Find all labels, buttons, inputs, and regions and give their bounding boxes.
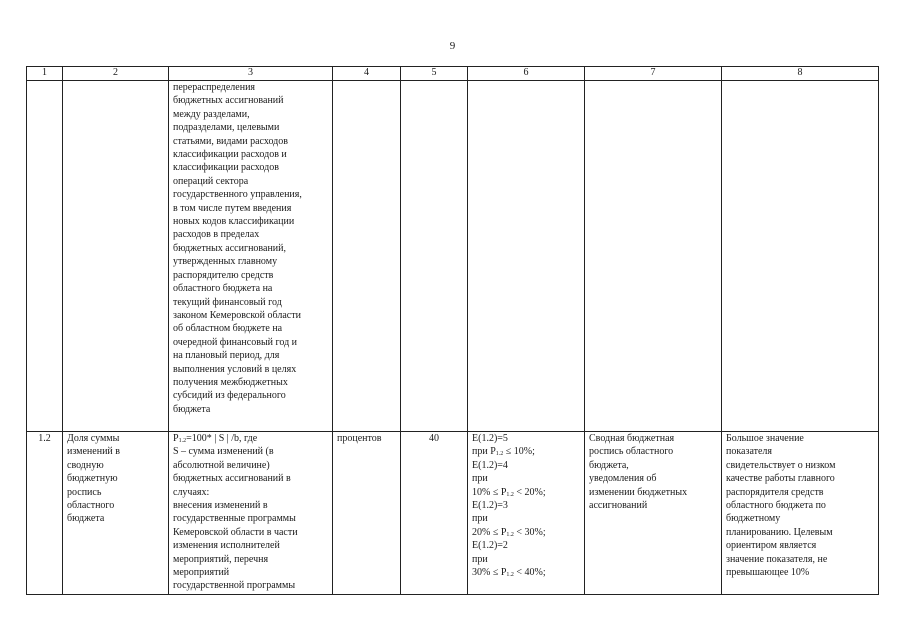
table-row-1-2: [27, 432, 879, 595]
scoring-line: [472, 512, 580, 525]
method-description: S – сумма изменений (в абсолютной величине) бюджетных ассигнований в случаях: внесения изменений в государственные программы Кемеровской области в части изменения исполнителей мероприятий, перечня мероприятий государственной программы: [173, 446, 298, 592]
column-header-1: 1: [27, 67, 63, 81]
cell-empty: [27, 81, 63, 432]
scoring-text: 20% ≤ P: [472, 526, 507, 538]
scoring-text: 10% ≤ P: [472, 486, 507, 498]
cell-scoring: [468, 432, 585, 595]
scoring-text: при P: [472, 446, 496, 458]
formula-body: =100* | S | /b, где: [186, 433, 258, 444]
column-header-8: 8: [722, 67, 879, 81]
scoring-line: [472, 432, 580, 445]
column-header-2: 2: [63, 67, 169, 81]
scoring-line: [472, 553, 580, 566]
scoring-text: 30% ≤ P: [472, 567, 507, 579]
scoring-subscript: 1.2: [506, 531, 514, 538]
cell-empty: [63, 81, 169, 432]
table-header-row: [27, 67, 879, 81]
scoring-line: [472, 445, 580, 458]
column-header-5: 5: [401, 67, 468, 81]
column-header-6: 6: [468, 67, 585, 81]
cell-method-continuation: перераспределения бюджетных ассигнований между разделами, подразделами, целевыми статьями, видами расходов классификации расходов и классификации расходов операций сектора государственного управления, в том числе путем введения новых кодов классификации расходов в пределах бюджетных ассигнований, утвержденных главному распорядителю средств областного бюджета на текущий финансовый год законом Кемеровской области об областном бюджете на очередной финансовый год и на плановый период, для выполнения условий в целях получения межбюджетных субсидий из федерального бюджета: [169, 81, 333, 432]
scoring-text: < 40%;: [513, 567, 546, 579]
scoring-text: E(1.2)=4: [472, 459, 508, 471]
cell-comment: Большое значение показателя свидетельствует о низком качестве работы главного распорядителя средств областного бюджета по бюджетному планированию. Целевым ориентиром является значение показателя, не превышающее 10%: [722, 432, 879, 595]
scoring-line: [472, 539, 580, 552]
cell-row-number: 1.2: [27, 432, 63, 595]
cell-empty: [585, 81, 722, 432]
scoring-text: при: [472, 553, 488, 565]
scoring-subscript: 1.2: [495, 451, 504, 458]
formula-var: P: [173, 433, 179, 444]
scoring-line: [472, 459, 580, 472]
scoring-text: < 20%;: [513, 486, 546, 498]
cell-indicator-name: Доля суммы изменений в сводную бюджетную роспись областного бюджета: [63, 432, 169, 595]
cell-empty: [722, 81, 879, 432]
cell-calculation-method: [169, 432, 333, 595]
indicators-table: [26, 66, 879, 595]
column-header-7: 7: [585, 67, 722, 81]
scoring-text: E(1.2)=5: [472, 433, 508, 444]
scoring-text: при: [472, 473, 488, 485]
cell-source: Сводная бюджетная роспись областного бюджета, уведомления об изменении бюджетных ассигнований: [585, 432, 722, 595]
cell-weight: 40: [401, 432, 468, 595]
cell-unit: процентов: [333, 432, 401, 595]
cell-empty: [468, 81, 585, 432]
scoring-text: E(1.2)=3: [472, 500, 508, 512]
scoring-text: E(1.2)=2: [472, 540, 508, 552]
cell-empty: [333, 81, 401, 432]
table-row-continuation: [27, 81, 879, 432]
scoring-text: < 30%;: [513, 526, 546, 538]
scoring-line: [472, 499, 580, 512]
scoring-line: [472, 526, 580, 539]
scoring-line: [472, 566, 580, 579]
column-header-3: 3: [169, 67, 333, 81]
scoring-line: [472, 472, 580, 485]
column-header-4: 4: [333, 67, 401, 81]
scoring-text: при: [472, 513, 488, 525]
cell-empty: [401, 81, 468, 432]
page-number: 9: [449, 40, 456, 52]
scoring-line: [472, 486, 580, 499]
scoring-text: ≤ 10%;: [503, 446, 535, 458]
formula-line: [173, 432, 328, 445]
formula-subscript: 1.2: [178, 438, 187, 444]
scoring-subscript: 1.2: [506, 491, 514, 498]
scoring-subscript: 1.2: [506, 572, 514, 579]
